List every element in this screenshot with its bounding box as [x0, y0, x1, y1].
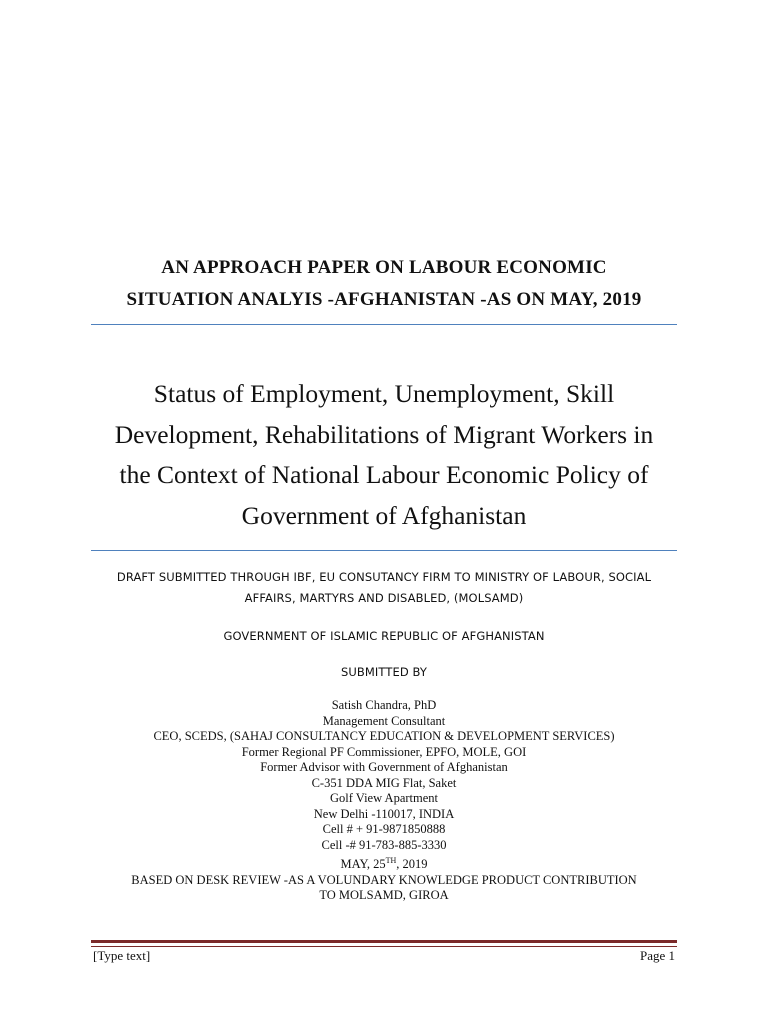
- document-subtitle: [90, 374, 678, 536]
- date-ordinal: TH: [385, 856, 397, 865]
- footer-placeholder-text: [Type text]: [93, 948, 151, 963]
- subtitle-line-2: Development, Rehabilitations of Migrant Workers in: [114, 419, 654, 449]
- title-line-2: SITUATION ANALYIS -AFGHANISTAN -AS ON MAY, 2019: [126, 289, 642, 310]
- title-line-1: AN APPROACH PAPER ON LABOUR ECONOMIC: [161, 257, 607, 278]
- submitted-by-heading: SUBMITTED BY: [340, 665, 428, 679]
- subtitle-line-3: the Context of National Labour Economic Policy of: [119, 460, 649, 489]
- draft-statement: [60, 567, 708, 609]
- footer-divider: [91, 940, 677, 947]
- author-former-advisor: Former Advisor with Government of Afghanistan: [260, 760, 508, 774]
- government-heading: GOVERNMENT OF ISLAMIC REPUBLIC OF AFGHANISTAN: [223, 629, 545, 643]
- draft-line-2: AFFAIRS, MARTYRS AND DISABLED, (MOLSAMD): [244, 591, 524, 605]
- basis-line-2: TO MOLSAMD, GIROA: [319, 888, 449, 903]
- author-role: Management Consultant: [322, 713, 446, 728]
- date-suffix: , 2019: [396, 857, 428, 872]
- date-prefix: MAY, 25: [340, 857, 386, 872]
- subtitle-line-1: Status of Employment, Unemployment, Skill: [153, 379, 615, 408]
- title-divider: [91, 324, 677, 325]
- subtitle-line-4: Government of Afghanistan: [241, 500, 527, 530]
- author-ceo: CEO, SCEDS, (SAHAJ CONSULTANCY EDUCATION & DEVELOPMENT SERVICES): [153, 729, 615, 743]
- basis-line-1: BASED ON DESK REVIEW -AS A VOLUNDARY KNOWLEDGE PRODUCT CONTRIBUTION: [131, 872, 637, 887]
- address-line-2: Golf View Apartment: [329, 791, 439, 805]
- document-title: [90, 252, 678, 316]
- author-former-pf: Former Regional PF Commissioner, EPFO, MOLE, GOI: [241, 744, 527, 759]
- draft-line-1: DRAFT SUBMITTED THROUGH IBF, EU CONSUTANCY FIRM TO MINISTRY OF LABOUR, SOCIAL: [116, 570, 652, 584]
- author-name: Satish Chandra, PhD: [331, 698, 437, 712]
- address-line-3: New Delhi -110017, INDIA: [313, 806, 455, 821]
- page-number: Page 1: [639, 948, 675, 963]
- address-line-1: C-351 DDA MIG Flat, Saket: [311, 775, 457, 790]
- submission-date: [60, 853, 708, 873]
- phone-1: Cell # + 91-9871850888: [322, 822, 446, 836]
- phone-2: Cell -# 91-783-885-3330: [321, 837, 447, 852]
- subtitle-divider: [91, 550, 677, 551]
- author-block: [60, 698, 708, 904]
